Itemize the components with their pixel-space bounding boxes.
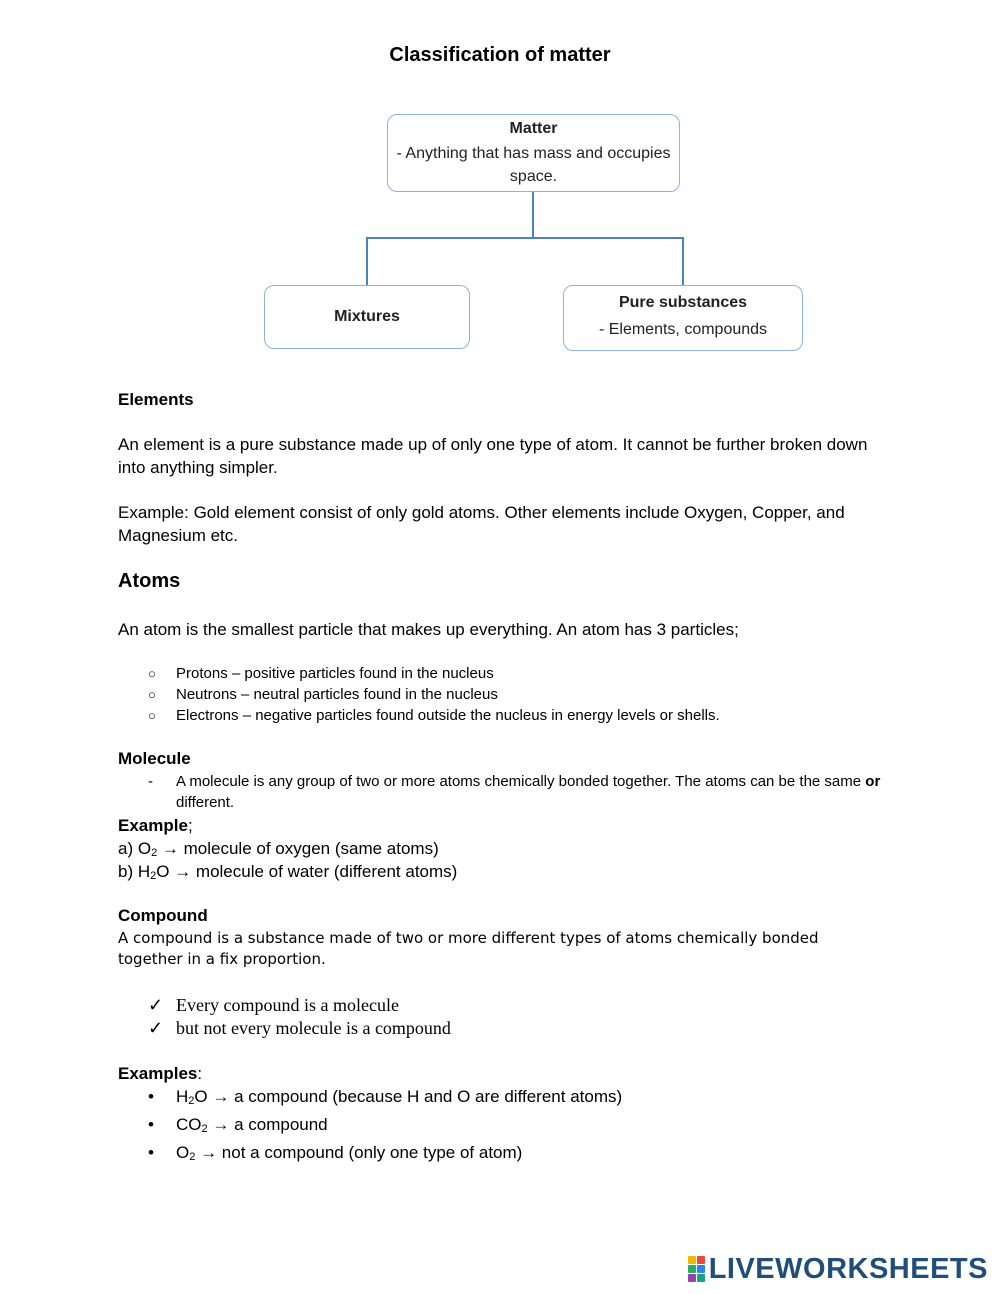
matter-box-title: Matter: [509, 120, 558, 137]
check-item-text: Every compound is a molecule: [176, 995, 399, 1015]
compound-examples-label: Examples: [118, 1064, 198, 1083]
connector-horizontal: [366, 237, 684, 239]
formula-subscript: 2: [189, 1151, 196, 1163]
page-title: Classification of matter: [389, 44, 611, 66]
formula-rest: → a compound: [207, 1115, 328, 1134]
connector-vertical-top: [532, 192, 534, 238]
logo-block: [688, 1274, 696, 1282]
logo-block: [688, 1256, 696, 1264]
elements-heading: Elements: [118, 390, 194, 409]
atoms-heading: Atoms: [118, 570, 181, 592]
check-item: [118, 994, 878, 1017]
molecule-definition: [118, 771, 936, 813]
formula-subscript: 2: [201, 1123, 208, 1135]
molecule-example-suffix: ;: [187, 816, 193, 835]
example-b-subscript: 2: [150, 870, 157, 882]
compound-checklist: [118, 994, 878, 1040]
pure-substances-box: [563, 285, 803, 351]
dash-marker: -: [148, 773, 153, 790]
formula-rest: O → a compound (because H and O are different atoms): [194, 1087, 623, 1106]
elements-paragraph-2: Example: Gold element consist of only gold atoms. Other elements include Oxygen, Copper, and Magnesium etc.: [118, 503, 845, 545]
logo-block: [697, 1256, 705, 1264]
list-item: ○ Protons – positive particles found in the nucleus: [118, 663, 878, 684]
formula-rest: → not a compound (only one type of atom): [195, 1143, 523, 1162]
liveworksheets-logo-icon: [688, 1256, 705, 1282]
compound-examples-list: [118, 1085, 878, 1169]
formula-prefix: CO: [176, 1115, 202, 1134]
compound-heading: Compound: [118, 906, 208, 925]
molecule-text-or: or: [865, 773, 881, 790]
example-a-prefix: a) O: [118, 839, 152, 858]
compound-examples-suffix: :: [197, 1064, 203, 1083]
logo-block: [697, 1274, 705, 1282]
example-b-rest: O → molecule of water (different atoms): [156, 862, 458, 881]
list-item: ○ Neutrons – neutral particles found in the nucleus: [118, 684, 878, 705]
list-item: [118, 1113, 878, 1141]
compound-definition: A compound is a substance made of two or more different types of atoms chemically bonded together in a fix proportion.: [118, 929, 819, 968]
mixtures-box-title: Mixtures: [334, 308, 400, 325]
pure-substances-box-desc: - Elements, compounds: [598, 321, 768, 338]
atoms-intro: An atom is the smallest particle that makes up everything. An atom has 3 particles;: [118, 620, 739, 639]
molecule-example-label-row: [118, 814, 193, 837]
molecule-text-a: A molecule is any group of two or more atoms chemically bonded together: [176, 773, 668, 790]
formula-subscript: 2: [188, 1095, 195, 1107]
logo-block: [688, 1265, 696, 1273]
compound-examples-label-row: [118, 1062, 202, 1085]
matter-box: [387, 114, 680, 192]
logo-block: [697, 1265, 705, 1273]
formula-prefix: O: [176, 1143, 190, 1162]
pure-substances-box-title: Pure substances: [618, 294, 748, 311]
molecule-text-b: . The atoms can be the same: [667, 773, 866, 790]
matter-box-desc: - Anything that has mass and occupies space.: [396, 145, 671, 185]
example-b-prefix: b) H: [118, 862, 151, 881]
example-a-rest: → molecule of oxygen (same atoms): [157, 839, 439, 858]
check-icon: ✓: [148, 995, 164, 1015]
molecule-text-c: different.: [176, 794, 235, 811]
check-item: [118, 1017, 878, 1040]
example-a-subscript: 2: [151, 847, 158, 859]
check-icon: ✓: [148, 1018, 164, 1038]
connector-right-drop: [682, 237, 684, 285]
list-item: [118, 1141, 878, 1169]
molecule-heading: Molecule: [118, 749, 191, 768]
atoms-particle-list: [118, 663, 878, 726]
molecule-example-label: Example: [118, 816, 188, 835]
molecule-example-b: [118, 860, 457, 888]
elements-paragraph-1: An element is a pure substance made up of only one type of atom. It cannot be further broken down into anything simpler.: [118, 435, 868, 477]
mixtures-box: [264, 285, 470, 349]
liveworksheets-logo-text: LIVEWORKSHEETS: [708, 1252, 988, 1285]
list-item: [118, 1085, 878, 1113]
connector-left-drop: [366, 237, 368, 285]
formula-prefix: H: [176, 1087, 189, 1106]
list-item: ○ Electrons – negative particles found outside the nucleus in energy levels or shells.: [118, 705, 878, 726]
liveworksheets-logo[interactable]: [688, 1254, 988, 1284]
check-item-text: but not every molecule is a compound: [176, 1018, 451, 1038]
